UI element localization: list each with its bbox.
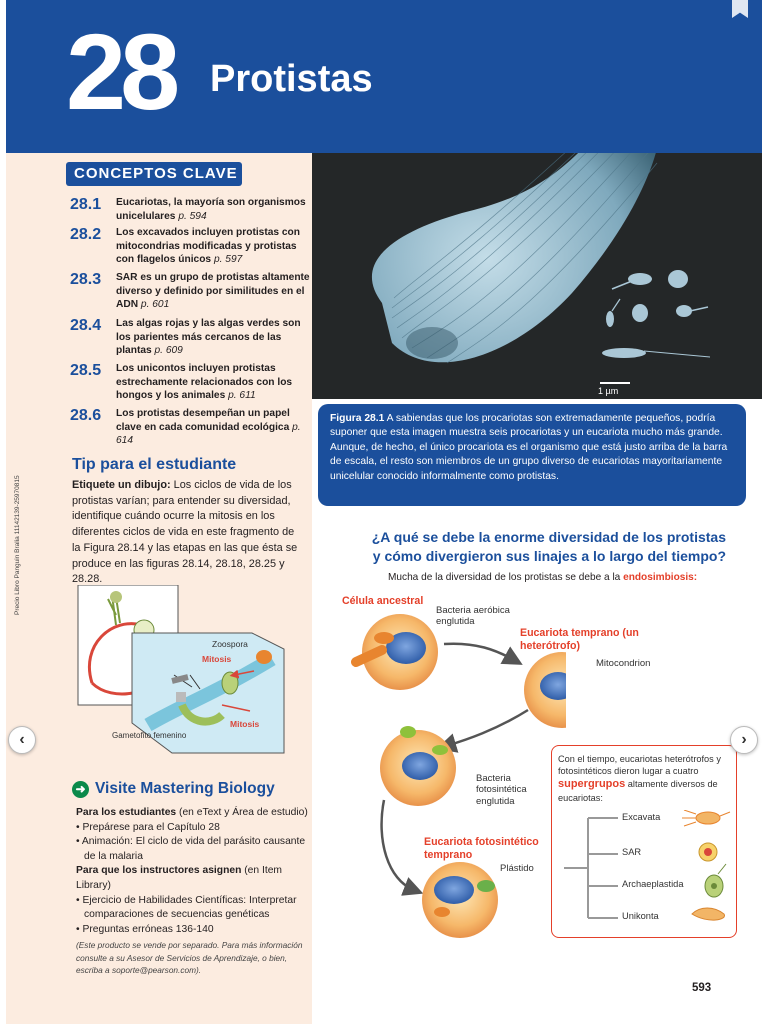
concept-text: SAR es un grupo de protistas altamente diverso y definido por similitudes en el ADN p. 601 bbox=[116, 272, 310, 311]
list-item: • Ejercicio de Habilidades Científicas: Interpretar comparaciones de secuencias genéticas bbox=[76, 894, 297, 921]
endosymbiosis-line: Mucha de la diversidad de los protistas se debe a la endosimbiosis: bbox=[388, 572, 698, 583]
concept-number: 28.4 bbox=[70, 317, 102, 334]
aerobic-bacteria-label: Bacteria aeróbica englutida bbox=[436, 605, 510, 628]
chapter-header bbox=[6, 0, 762, 153]
list-item: • Animación: El ciclo de vida del parásito causante de la malaria bbox=[76, 836, 306, 862]
concept-item bbox=[70, 271, 310, 312]
bookmark-icon[interactable] bbox=[732, 0, 748, 18]
mastering-note: (Este producto se vende por separado. Para más información consulte a su Asesor de Servicios de Aprendizaje, o bien, escriba a soporte@pearson.com). bbox=[76, 940, 303, 975]
concept-item bbox=[70, 407, 310, 448]
mitosis-label: Mitosis bbox=[202, 654, 232, 664]
list-item: • Preguntas erróneas 136-140 bbox=[76, 923, 214, 935]
mitosis-label: Mitosis bbox=[230, 719, 260, 729]
photosynthetic-bacteria-label: Bacteria fotosintética englutida bbox=[476, 773, 527, 807]
previous-page-button[interactable] bbox=[8, 726, 36, 754]
protist-micrograph bbox=[312, 153, 762, 399]
concept-item bbox=[70, 226, 310, 267]
chevron-left-icon: ‹ bbox=[19, 731, 25, 748]
mastering-body: Para los estudiantes (en eText y Área de estudio) • Prepárese para el Capítulo 28 • Animación: El ciclo de vida del parásito causante de la malaria Para que los instructores asignen (en Item Library) • Ejercicio de Habilidades Científicas: Interpretar comparaciones de secuencias genéticas • Preguntas erróneas 136-140 (Este producto se vende por separado. Para más información consulte a su Asesor de Servicios de Aprendizaje, o bien, escriba a soporte@pearson.com). bbox=[76, 806, 312, 976]
mastering-title-text: Visite Mastering Biology bbox=[95, 780, 275, 797]
chapter-number: 28 bbox=[66, 11, 175, 132]
concept-number: 28.6 bbox=[70, 407, 102, 424]
supergroup-sar: SAR bbox=[622, 847, 642, 857]
concept-item bbox=[70, 196, 310, 223]
concept-item bbox=[70, 362, 310, 403]
concept-number: 28.3 bbox=[70, 271, 102, 288]
concept-number: 28.5 bbox=[70, 362, 102, 379]
plastid-label: Plástido bbox=[500, 863, 534, 874]
side-code-text: Precio Libro Panguin Bralia 11142139-25970815 bbox=[14, 475, 21, 615]
arrow-right-icon: ➜ bbox=[72, 781, 89, 798]
gametophyte-label: Gametofito femenino bbox=[112, 731, 187, 740]
concepts-badge: CONCEPTOS CLAVE bbox=[66, 162, 242, 186]
concept-text: Eucariotas, la mayoría son organismos unicelulares p. 594 bbox=[116, 197, 306, 222]
mitochondrion-label: Mitocondrion bbox=[596, 658, 651, 669]
concept-text: Los protistas desempeñan un papel clave en cada comunidad ecológica p. 614 bbox=[116, 408, 301, 447]
photosynthetic-eukaryote-label: Eucariota fotosintético temprano bbox=[424, 836, 539, 861]
chevron-right-icon: › bbox=[741, 731, 747, 748]
chapter-title: Protistas bbox=[210, 58, 373, 100]
micrograph-photo bbox=[312, 153, 762, 399]
scale-bar bbox=[600, 382, 630, 384]
ancestral-cell-label: Célula ancestral bbox=[342, 595, 424, 607]
supergroups-intro: Con el tiempo, eucariotas heterótrofos y fotosintéticos dieron lugar a cuatro supergrupos altamente diversos de eucariotas: bbox=[558, 754, 721, 803]
concept-number: 28.1 bbox=[70, 196, 102, 213]
figure-caption: Figura 28.1 A sabiendas que los procariotas son extremadamente pequeños, podría suponer que esta imagen muestra seis procariotas y un eucariota mucho más grande. Aunque, de hecho, el único procariota es el organismo que está justo arriba de la barra de escala, el resto son miembros de un grupo diverso de eucariotas mayoritariamente unicelular conocido informalmente como protistas. bbox=[318, 404, 746, 506]
page-number: 593 bbox=[692, 982, 712, 994]
lifecycle-figure bbox=[72, 585, 292, 755]
supergroup-unikonta: Unikonta bbox=[622, 911, 659, 921]
section-question: ¿A qué se debe la enorme diversidad de los protistas y cómo divergieron sus linajes a lo largo del tiempo? bbox=[371, 529, 726, 565]
tip-body: Etiquete un dibujo: Los ciclos de vida de los protistas varían; para entender su diversidad, identifique cuándo ocurre la mitosis en los diferentes ciclos de vida en este fragmento de la Figura 28.14 y las etapas en las que ésta se produce en las figuras 28.14, 28.18, 28.25 y 28.28. bbox=[72, 479, 298, 586]
concept-number: 28.2 bbox=[70, 226, 102, 243]
early-eukaryote-label: Eucariota temprano (un heterótrofo) bbox=[520, 627, 639, 652]
next-page-button[interactable] bbox=[730, 726, 758, 754]
mastering-title[interactable] bbox=[72, 780, 275, 798]
concept-text: Las algas rojas y las algas verdes son los parientes más cercanos de las plantas p. 609 bbox=[116, 318, 301, 357]
tip-title: Tip para el estudiante bbox=[72, 456, 237, 473]
concept-item bbox=[70, 317, 310, 358]
textbook-page bbox=[6, 0, 762, 1024]
supergroup-archaeplastida: Archaeplastida bbox=[622, 879, 684, 889]
concept-text: Los unicontos incluyen protistas estrechamente relacionados con los hongos y los animales p. 611 bbox=[116, 363, 293, 402]
list-item: • Prepárese para el Capítulo 28 bbox=[76, 821, 220, 833]
concept-text: Los excavados incluyen protistas con mitocondrias modificadas y protistas con flagelos únicos p. 597 bbox=[116, 227, 301, 266]
zoospore-label: Zoospora bbox=[212, 639, 248, 649]
supergroup-excavata: Excavata bbox=[622, 812, 661, 822]
scale-bar-label: 1 µm bbox=[598, 386, 619, 396]
